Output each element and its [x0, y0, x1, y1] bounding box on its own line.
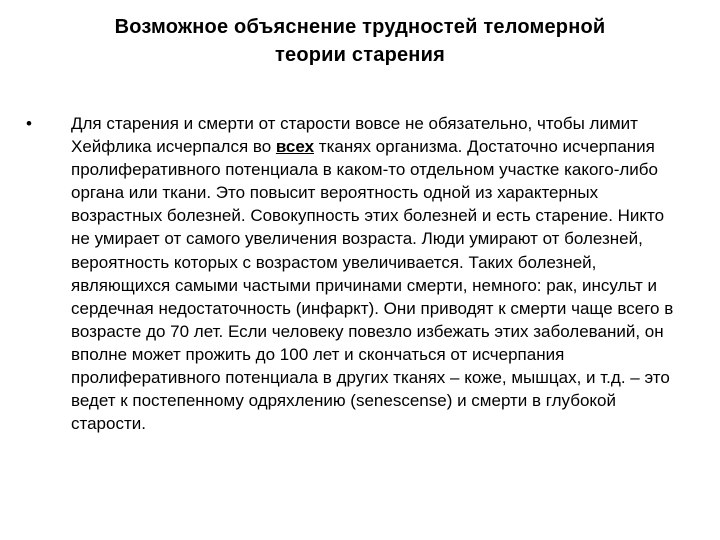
- bullet-text: [71, 112, 686, 435]
- slide-title: Возможное объяснение трудностей теломерной теории старения: [114, 16, 606, 66]
- bullet-text-emphasis: всех: [275, 137, 315, 157]
- bullet-text-part2: тканях организма. Достаточно исчерпания пролиферативного потенциала в каком-то отдельном участке какого-либо органа или ткани. Это повысит вероятность одной из характерных возрастных болезней. Совокупность этих болезней и есть старение. Никто не умирает от самого увеличения возраста. Люди умирают от болезней, вероятность которых с возрастом увеличивается. Таких болезней, являющихся самыми частыми причинами смерти, немного: рак, инсульт и сердечная недостаточность (инфаркт). Они приводят к смерти чаще всего в возрасте до 70 лет. Если человеку повезло избежать этих заболеваний, он вполне может прожить до 100 лет и скончаться от исчерпания пролиферативного потенциала в других тканях – коже, мышцах, и т.д. – это ведет к постепенному одряхлению (senescense) и смерти в глубокой старости.: [71, 137, 674, 434]
- bullet-text-part1: Для старения и смерти от старости вовсе не обязательно, чтобы лимит Хейфлика исчерпался во: [71, 114, 638, 157]
- bullet-marker: •: [26, 114, 32, 133]
